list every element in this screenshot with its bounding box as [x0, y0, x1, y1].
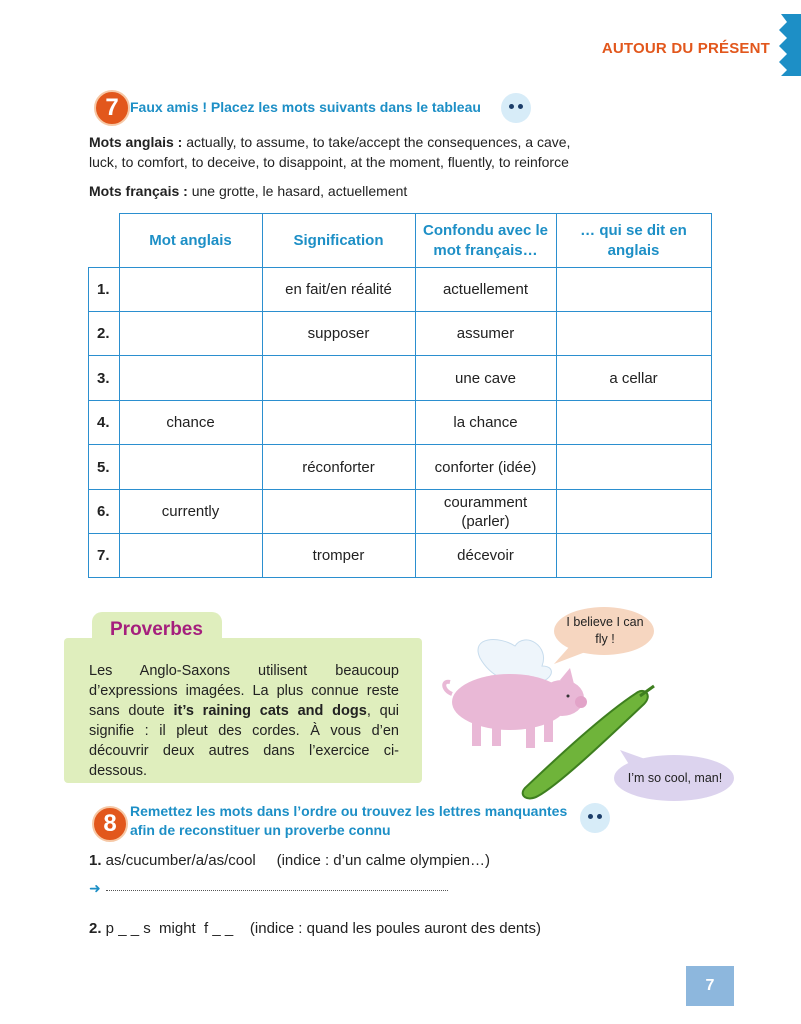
row-number: 6. [89, 490, 120, 534]
smiley-icon [580, 803, 610, 833]
table-row [89, 356, 712, 401]
cell-anglais[interactable] [556, 490, 711, 534]
cell-mot-anglais[interactable] [119, 268, 262, 312]
cell-confondu: la chance [415, 401, 556, 445]
section-title: AUTOUR DU PRÉSENT [601, 40, 770, 57]
cell-signification[interactable] [262, 401, 415, 445]
english-words-line1: actually, to assume, to take/accept the consequences, a cave, [186, 134, 571, 150]
row-number: 3. [89, 356, 120, 401]
cell-confondu-text: couramment (parler) [443, 493, 528, 530]
faux-amis-table [88, 213, 712, 578]
cell-mot-anglais[interactable] [119, 534, 262, 578]
bubble-pig-text: I believe I can fly ! [566, 615, 644, 646]
question-1-text: as/cucumber/a/as/cool (indice : d’un calme olympien…) [101, 852, 491, 869]
question-2-number: 2. [89, 920, 102, 937]
cell-confondu: assumer [415, 312, 556, 356]
proverbes-title: Proverbes [110, 619, 203, 640]
row-number: 1. [89, 268, 120, 312]
smiley-icon [501, 93, 531, 123]
row-number: 5. [89, 445, 120, 490]
question-2-text: p _ _ s might f _ _ (indice : quand les poules auront des dents) [101, 920, 541, 937]
page-number: 7 [686, 966, 734, 1006]
cell-signification: en fait/en réalité [262, 268, 415, 312]
table-row [89, 490, 712, 534]
cell-anglais[interactable] [556, 445, 711, 490]
proverbes-text-before: Les Anglo-Saxons utilisent beaucoup d’expressions imagées. La plus connue reste sans doute [89, 663, 399, 719]
row-number: 2. [89, 312, 120, 356]
cell-anglais: a cellar [556, 356, 711, 401]
exercise-7-title: Faux amis ! Placez les mots suivants dans le tableau [130, 99, 481, 115]
cell-mot-anglais[interactable] [119, 312, 262, 356]
table-row [89, 268, 712, 312]
arrow-icon: ➜ [89, 880, 101, 896]
table-row [89, 312, 712, 356]
exercise-8-title-line1: Remettez les mots dans l’ordre ou trouvez les lettres manquantes [130, 803, 568, 819]
english-words [89, 132, 709, 172]
question-1-number: 1. [89, 852, 102, 869]
cell-mot-anglais[interactable] [119, 445, 262, 490]
question-2 [89, 920, 541, 937]
question-1 [89, 852, 490, 869]
row-number: 7. [89, 534, 120, 578]
table-row [89, 534, 712, 578]
exercise-8-title [130, 802, 567, 840]
cell-mot-anglais: chance [119, 401, 262, 445]
cell-mot-anglais: currently [119, 490, 262, 534]
english-words-line2: luck, to comfort, to deceive, to disappoint, at the moment, fluently, to reinforce [89, 154, 569, 170]
table-row [89, 401, 712, 445]
french-words-list: une grotte, le hasard, actuellement [191, 183, 408, 199]
proverbes-text [89, 661, 399, 781]
header-anglais [556, 214, 711, 268]
exercise-7-badge: 7 [94, 90, 130, 126]
header-confondu-text: Confondu avec le mot français… [422, 221, 549, 259]
cell-confondu: conforter (idée) [415, 445, 556, 490]
cell-confondu [415, 490, 556, 534]
french-words-label: Mots français : [89, 183, 188, 199]
table-row [89, 445, 712, 490]
header-mot-anglais: Mot anglais [119, 214, 262, 268]
bubble-cucumber-text: I’m so cool, man! [627, 771, 723, 785]
cell-anglais[interactable] [556, 268, 711, 312]
cell-anglais[interactable] [556, 534, 711, 578]
cell-signification[interactable] [262, 490, 415, 534]
cell-signification[interactable] [262, 356, 415, 401]
header-signification: Signification [262, 214, 415, 268]
cell-anglais[interactable] [556, 312, 711, 356]
pig-icon [444, 668, 587, 748]
cell-signification: réconforter [262, 445, 415, 490]
english-words-label: Mots anglais : [89, 134, 183, 150]
cell-mot-anglais[interactable] [119, 356, 262, 401]
french-words [89, 181, 407, 201]
answer-line[interactable] [106, 890, 448, 891]
exercise-8-title-line2: afin de reconstituer un proverbe connu [130, 822, 391, 838]
cell-confondu: actuellement [415, 268, 556, 312]
cell-confondu: décevoir [415, 534, 556, 578]
row-number: 4. [89, 401, 120, 445]
cell-signification: supposer [262, 312, 415, 356]
cell-anglais[interactable] [556, 401, 711, 445]
cell-signification: tromper [262, 534, 415, 578]
table-corner [89, 214, 120, 268]
corner-flag [767, 14, 801, 76]
proverbes-expression: it’s raining cats and dogs [173, 703, 367, 719]
proverbes-text-after: , qui signifie : il pleut des cordes. À vous d’en découvrir deux autres dans l’exercice ci-dessous. [89, 703, 399, 779]
exercise-8-badge: 8 [92, 806, 128, 842]
cell-confondu: une cave [415, 356, 556, 401]
header-confondu [415, 214, 556, 268]
header-anglais-text: … qui se dit en anglais [580, 221, 687, 259]
